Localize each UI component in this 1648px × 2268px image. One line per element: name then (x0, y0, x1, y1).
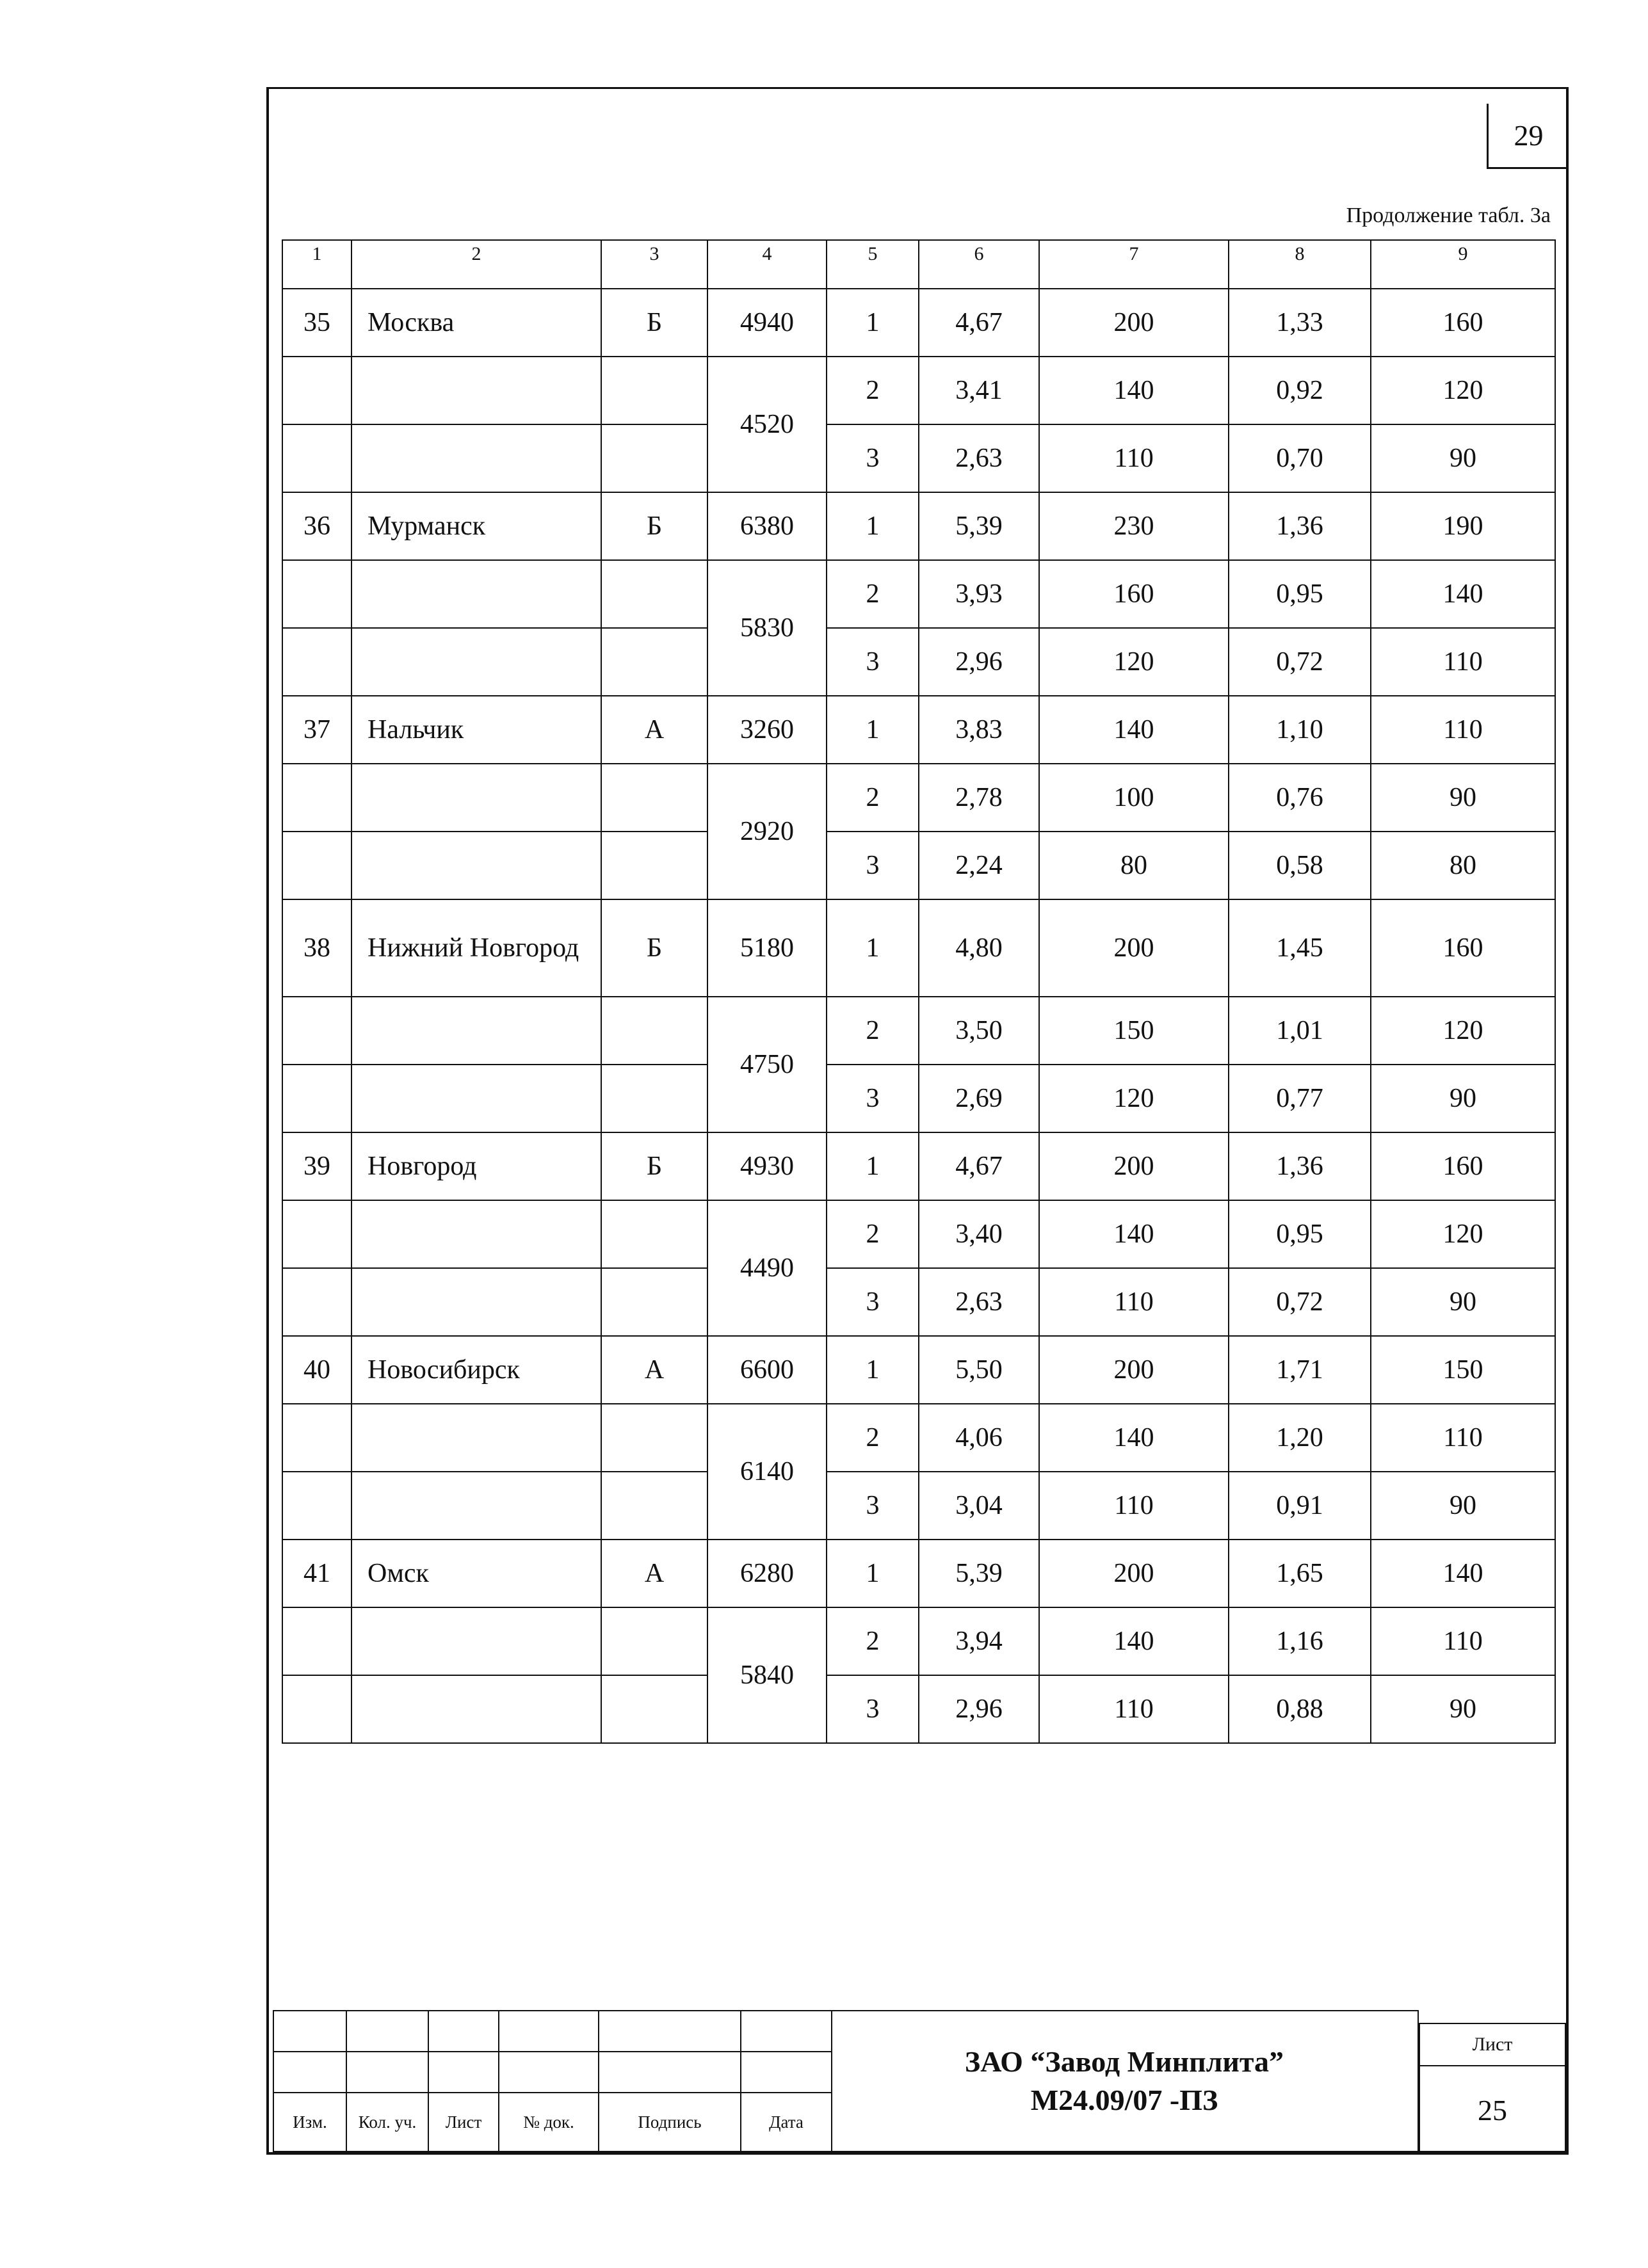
table-cell: 0,70 (1229, 424, 1371, 492)
table-cell: 2 (827, 1607, 919, 1675)
table-row (282, 1200, 1555, 1268)
data-table-body (282, 240, 1555, 1743)
table-cell: 110 (1039, 1268, 1229, 1336)
value-cell: 3260 (707, 696, 827, 764)
empty-cell (351, 1268, 601, 1336)
empty-cell (601, 764, 707, 832)
table-cell: 150 (1371, 1336, 1555, 1404)
table-cell: 1 (827, 1540, 919, 1607)
revision-stamp (273, 2010, 832, 2152)
table-row (282, 560, 1555, 628)
table-row (282, 289, 1555, 357)
table-cell: 2,78 (919, 764, 1039, 832)
value-cell: 4490 (707, 1200, 827, 1336)
table-cell: 120 (1371, 997, 1555, 1065)
empty-cell (601, 832, 707, 899)
table-cell: 140 (1039, 1200, 1229, 1268)
table-cell: 90 (1371, 1472, 1555, 1540)
empty-cell (282, 764, 351, 832)
value-cell: 5830 (707, 560, 827, 696)
table-cell: 3 (827, 1065, 919, 1132)
empty-cell (601, 997, 707, 1065)
data-table (282, 239, 1556, 1744)
table-cell: 4,06 (919, 1404, 1039, 1472)
table-cell: 120 (1371, 357, 1555, 424)
table-cell: 0,77 (1229, 1065, 1371, 1132)
city-name: Новгород (351, 1132, 601, 1200)
table-cell: 0,88 (1229, 1675, 1371, 1743)
empty-cell (282, 1404, 351, 1472)
table-cell: 80 (1039, 832, 1229, 899)
row-number: 37 (282, 696, 351, 764)
table-cell: 190 (1371, 492, 1555, 560)
empty-cell (351, 1675, 601, 1743)
table-cell: 140 (1039, 696, 1229, 764)
zone-cell: А (601, 696, 707, 764)
col-header: 6 (919, 240, 1039, 289)
table-cell: 1 (827, 1336, 919, 1404)
table-cell: 0,72 (1229, 1268, 1371, 1336)
sheet-box (1419, 2023, 1566, 2152)
table-cell: 110 (1039, 1472, 1229, 1540)
zone-cell: А (601, 1540, 707, 1607)
table-cell: 110 (1039, 424, 1229, 492)
sheet-number: 25 (1478, 2093, 1507, 2127)
table-cell: 4,67 (919, 289, 1039, 357)
table-row (282, 1336, 1555, 1404)
empty-cell (351, 1200, 601, 1268)
table-cell: 150 (1039, 997, 1229, 1065)
table-caption: Продолжение табл. 3а (1346, 204, 1551, 227)
col-header: 9 (1371, 240, 1555, 289)
table-cell: 1 (827, 899, 919, 997)
table-row (282, 1132, 1555, 1200)
empty-cell (282, 560, 351, 628)
title-block (273, 2010, 1566, 2152)
table-cell: 0,76 (1229, 764, 1371, 832)
table-cell: 1,45 (1229, 899, 1371, 997)
col-header: 4 (707, 240, 827, 289)
table-cell: 2,24 (919, 832, 1039, 899)
table-cell: 110 (1371, 1404, 1555, 1472)
stamp-label: Подпись (599, 2093, 741, 2151)
table-row (282, 696, 1555, 764)
table-cell: 160 (1371, 1132, 1555, 1200)
empty-cell (601, 1607, 707, 1675)
value-cell: 6280 (707, 1540, 827, 1607)
value-cell: 6600 (707, 1336, 827, 1404)
row-number: 38 (282, 899, 351, 997)
table-cell: 2,96 (919, 628, 1039, 696)
col-header: 1 (282, 240, 351, 289)
stamp-label-row (273, 2093, 832, 2151)
table-cell: 110 (1371, 1607, 1555, 1675)
table-cell: 110 (1371, 628, 1555, 696)
table-cell: 0,95 (1229, 560, 1371, 628)
table-cell: 4,80 (919, 899, 1039, 997)
table-cell: 120 (1039, 628, 1229, 696)
city-name: Нижний Новгород (351, 899, 601, 997)
table-cell: 3,93 (919, 560, 1039, 628)
table-cell: 2,63 (919, 424, 1039, 492)
table-row (282, 357, 1555, 424)
row-number: 35 (282, 289, 351, 357)
sheet-label: Лист (1420, 2024, 1565, 2066)
empty-cell (601, 1200, 707, 1268)
empty-cell (282, 357, 351, 424)
table-row (282, 628, 1555, 696)
table-cell: 3 (827, 1472, 919, 1540)
stamp-label: Изм. (273, 2093, 346, 2151)
col-header: 2 (351, 240, 601, 289)
empty-cell (282, 628, 351, 696)
table-cell: 5,39 (919, 492, 1039, 560)
empty-cell (351, 832, 601, 899)
stamp-row (273, 2011, 832, 2052)
table-cell: 140 (1039, 1404, 1229, 1472)
table-cell: 160 (1039, 560, 1229, 628)
table-cell: 140 (1039, 1607, 1229, 1675)
col-header: 8 (1229, 240, 1371, 289)
stamp-row (273, 2052, 832, 2093)
table-cell: 3,41 (919, 357, 1039, 424)
empty-cell (282, 1607, 351, 1675)
table-cell: 140 (1039, 357, 1229, 424)
row-number: 36 (282, 492, 351, 560)
table-cell: 1 (827, 492, 919, 560)
empty-cell (351, 628, 601, 696)
empty-cell (282, 1268, 351, 1336)
table-cell: 140 (1371, 1540, 1555, 1607)
table-row (282, 1540, 1555, 1607)
empty-cell (351, 1472, 601, 1540)
empty-cell (601, 357, 707, 424)
stamp-label: Лист (428, 2093, 499, 2151)
table-cell: 100 (1039, 764, 1229, 832)
value-cell: 4750 (707, 997, 827, 1132)
value-cell: 2920 (707, 764, 827, 899)
empty-cell (601, 1404, 707, 1472)
table-cell: 160 (1371, 289, 1555, 357)
empty-cell (282, 1472, 351, 1540)
table-row (282, 1404, 1555, 1472)
table-cell: 120 (1039, 1065, 1229, 1132)
row-number: 40 (282, 1336, 351, 1404)
table-cell: 1,16 (1229, 1607, 1371, 1675)
table-cell: 3,83 (919, 696, 1039, 764)
table-cell: 80 (1371, 832, 1555, 899)
table-row (282, 997, 1555, 1065)
empty-cell (282, 1065, 351, 1132)
table-cell: 2,96 (919, 1675, 1039, 1743)
document-code: М24.09/07 -ПЗ (1030, 2084, 1218, 2116)
table-row (282, 492, 1555, 560)
empty-cell (351, 1065, 601, 1132)
table-cell: 0,72 (1229, 628, 1371, 696)
table-cell: 200 (1039, 289, 1229, 357)
zone-cell: Б (601, 492, 707, 560)
city-name: Мурманск (351, 492, 601, 560)
table-row (282, 424, 1555, 492)
table-cell: 1,36 (1229, 1132, 1371, 1200)
table-cell: 1,10 (1229, 696, 1371, 764)
table-row (282, 1268, 1555, 1336)
table-cell: 4,67 (919, 1132, 1039, 1200)
table-cell: 0,58 (1229, 832, 1371, 899)
table-cell: 2,63 (919, 1268, 1039, 1336)
table-cell: 3 (827, 628, 919, 696)
table-cell: 200 (1039, 1540, 1229, 1607)
table-row (282, 1675, 1555, 1743)
value-cell: 6140 (707, 1404, 827, 1540)
table-cell: 3 (827, 832, 919, 899)
zone-cell: Б (601, 289, 707, 357)
title-block-main (831, 2010, 1419, 2152)
table-cell: 1 (827, 1132, 919, 1200)
table-cell: 3,94 (919, 1607, 1039, 1675)
empty-cell (282, 997, 351, 1065)
value-cell: 4940 (707, 289, 827, 357)
zone-cell: Б (601, 899, 707, 997)
zone-cell: А (601, 1336, 707, 1404)
stamp-label: № док. (499, 2093, 599, 2151)
table-cell: 3,40 (919, 1200, 1039, 1268)
table-cell: 90 (1371, 424, 1555, 492)
table-cell: 200 (1039, 1132, 1229, 1200)
empty-cell (601, 1268, 707, 1336)
zone-cell: Б (601, 1132, 707, 1200)
value-cell: 4930 (707, 1132, 827, 1200)
empty-cell (282, 1675, 351, 1743)
value-cell: 5180 (707, 899, 827, 997)
table-row (282, 764, 1555, 832)
table-cell: 1,20 (1229, 1404, 1371, 1472)
empty-cell (351, 1404, 601, 1472)
stamp-label: Кол. уч. (346, 2093, 428, 2151)
table-cell: 110 (1039, 1675, 1229, 1743)
col-header: 7 (1039, 240, 1229, 289)
table-cell: 1 (827, 289, 919, 357)
table-row (282, 832, 1555, 899)
header-row (282, 240, 1555, 289)
table-cell: 3,04 (919, 1472, 1039, 1540)
table-row (282, 899, 1555, 997)
table-cell: 160 (1371, 899, 1555, 997)
table-cell: 2 (827, 1200, 919, 1268)
empty-cell (351, 357, 601, 424)
empty-cell (351, 764, 601, 832)
page-number: 29 (1514, 119, 1544, 152)
table-cell: 2 (827, 1404, 919, 1472)
row-number: 39 (282, 1132, 351, 1200)
table-cell: 1,33 (1229, 289, 1371, 357)
empty-cell (351, 997, 601, 1065)
city-name: Новосибирск (351, 1336, 601, 1404)
table-row (282, 1065, 1555, 1132)
empty-cell (351, 424, 601, 492)
empty-cell (351, 1607, 601, 1675)
table-cell: 5,39 (919, 1540, 1039, 1607)
city-name: Нальчик (351, 696, 601, 764)
city-name: Москва (351, 289, 601, 357)
empty-cell (601, 1675, 707, 1743)
empty-cell (282, 832, 351, 899)
table-cell: 90 (1371, 764, 1555, 832)
table-cell: 2 (827, 764, 919, 832)
table-row (282, 1607, 1555, 1675)
stamp-label: Дата (741, 2093, 832, 2151)
table-cell: 200 (1039, 899, 1229, 997)
city-name: Омск (351, 1540, 601, 1607)
table-cell: 0,95 (1229, 1200, 1371, 1268)
table-cell: 0,91 (1229, 1472, 1371, 1540)
value-cell: 6380 (707, 492, 827, 560)
table-cell: 90 (1371, 1065, 1555, 1132)
empty-cell (601, 424, 707, 492)
table-cell: 140 (1371, 560, 1555, 628)
empty-cell (351, 560, 601, 628)
company-name: ЗАО “Завод Минплита” (964, 2045, 1284, 2079)
empty-cell (282, 424, 351, 492)
table-cell: 3,50 (919, 997, 1039, 1065)
table-cell: 1,01 (1229, 997, 1371, 1065)
table-cell: 2,69 (919, 1065, 1039, 1132)
table-cell: 230 (1039, 492, 1229, 560)
table-cell: 3 (827, 1675, 919, 1743)
table-cell: 1,36 (1229, 492, 1371, 560)
table-row (282, 1472, 1555, 1540)
table-cell: 3 (827, 424, 919, 492)
table-cell: 110 (1371, 696, 1555, 764)
table-cell: 2 (827, 997, 919, 1065)
value-cell: 5840 (707, 1607, 827, 1743)
table-cell: 1,71 (1229, 1336, 1371, 1404)
page-number-box (1487, 104, 1569, 169)
col-header: 5 (827, 240, 919, 289)
table-cell: 1,65 (1229, 1540, 1371, 1607)
value-cell: 4520 (707, 357, 827, 492)
table-cell: 2 (827, 560, 919, 628)
empty-cell (601, 1065, 707, 1132)
table-cell: 2 (827, 357, 919, 424)
table-cell: 200 (1039, 1336, 1229, 1404)
table-cell: 0,92 (1229, 357, 1371, 424)
table-cell: 120 (1371, 1200, 1555, 1268)
table-cell: 5,50 (919, 1336, 1039, 1404)
empty-cell (601, 560, 707, 628)
empty-cell (601, 628, 707, 696)
row-number: 41 (282, 1540, 351, 1607)
table-cell: 3 (827, 1268, 919, 1336)
table-cell: 90 (1371, 1675, 1555, 1743)
table-cell: 90 (1371, 1268, 1555, 1336)
table-cell: 1 (827, 696, 919, 764)
empty-cell (282, 1200, 351, 1268)
col-header: 3 (601, 240, 707, 289)
empty-cell (601, 1472, 707, 1540)
